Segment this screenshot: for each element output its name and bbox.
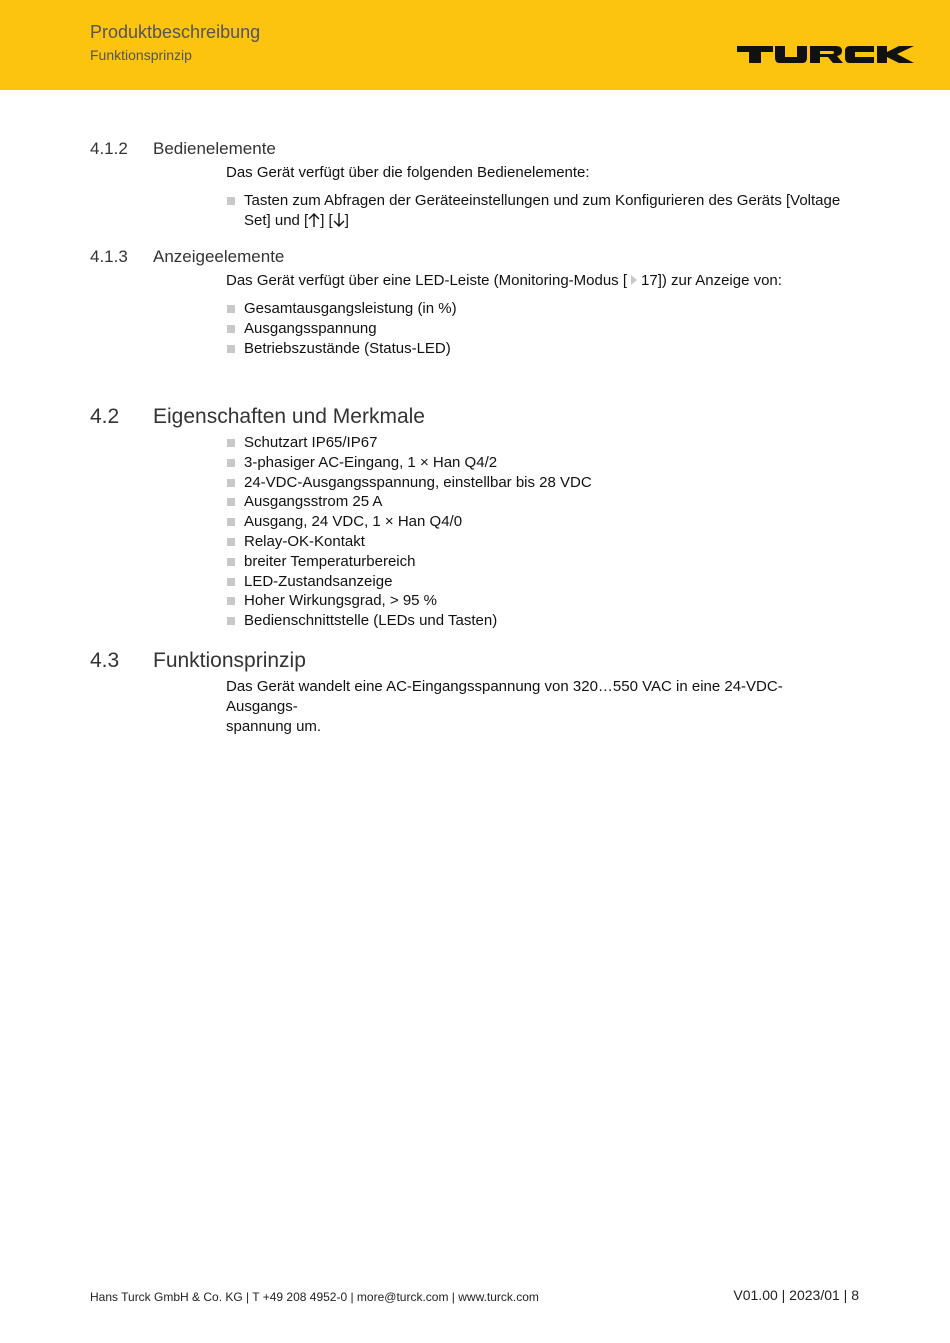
list-item bbox=[226, 611, 851, 631]
list-item bbox=[226, 453, 851, 473]
header-subtitle: Funktionsprinzip bbox=[90, 47, 192, 63]
list-item-text: Bedienschnittstelle (LEDs und Tasten) bbox=[244, 612, 498, 630]
section-intro bbox=[226, 271, 851, 291]
section-title: Eigenschaften und Merkmale bbox=[153, 405, 425, 428]
list-item-text-end: ] bbox=[344, 212, 349, 229]
list-item bbox=[226, 572, 851, 592]
list-item bbox=[226, 433, 851, 453]
bullet-icon bbox=[227, 498, 235, 506]
list-item-text: Ausgang, 24 VDC, 1 × Han Q4/0 bbox=[244, 513, 463, 531]
footer-version-page: V01.00 | 2023/01 | 8 bbox=[733, 1287, 859, 1303]
footer-contact: Hans Turck GmbH & Co. KG | T +49 208 4952-0 | more@turck.com | www.turck.com bbox=[90, 1290, 539, 1304]
section-title: Anzeigeelemente bbox=[153, 247, 285, 266]
section-number: 4.2 bbox=[90, 405, 120, 428]
bullet-icon bbox=[227, 558, 235, 566]
list-item-text-cont: Set] und [ bbox=[244, 212, 309, 229]
bullet-icon bbox=[227, 538, 235, 546]
section-title: Bedienelemente bbox=[153, 139, 276, 158]
bullet-icon bbox=[227, 578, 235, 586]
bullet-icon bbox=[227, 197, 235, 205]
list-item bbox=[226, 532, 851, 552]
list-item-text: Ausgangsspannung bbox=[244, 319, 377, 337]
section-number: 4.1.2 bbox=[90, 139, 128, 158]
list-item bbox=[226, 191, 851, 231]
list-item-text: Betriebszustände (Status-LED) bbox=[244, 339, 451, 357]
bullet-icon bbox=[227, 617, 235, 625]
list-item-text: Gesamtausgangsleistung (in %) bbox=[244, 300, 457, 317]
page-reference-link[interactable]: 17]) bbox=[641, 272, 667, 289]
list-item bbox=[226, 512, 851, 532]
body-line-2: spannung um. bbox=[226, 718, 322, 735]
header-title: Produktbeschreibung bbox=[90, 22, 261, 42]
list-item-text: 3-phasiger AC-Eingang, 1 × Han Q4/2 bbox=[244, 453, 498, 471]
list-item-text: 24-VDC-Ausgangsspannung, einstellbar bis 28 VDC bbox=[244, 473, 592, 491]
turck-logo bbox=[737, 43, 914, 65]
section-number: 4.3 bbox=[90, 649, 120, 672]
bullet-icon bbox=[227, 597, 235, 605]
arrow-up-icon bbox=[308, 212, 320, 228]
bullet-icon bbox=[227, 479, 235, 487]
intro-text-end: zur Anzeige von: bbox=[666, 272, 782, 289]
bullet-list-merkmale bbox=[226, 433, 851, 631]
list-item bbox=[226, 319, 851, 339]
section-body bbox=[226, 677, 851, 737]
list-item-text-mid: ] [ bbox=[320, 212, 333, 229]
bullet-icon bbox=[227, 459, 235, 467]
list-item bbox=[226, 339, 851, 359]
list-item-text: breiter Temperaturbereich bbox=[244, 552, 416, 570]
page-header bbox=[0, 0, 950, 90]
bullet-icon bbox=[227, 325, 235, 333]
page-reference-arrow-icon bbox=[629, 274, 639, 286]
list-item-text: LED-Zustandsanzeige bbox=[244, 572, 393, 590]
list-item-text: Tasten zum Abfragen der Geräteeinstellungen und zum Konfigurieren des Geräts [Voltage bbox=[244, 192, 841, 209]
intro-text: Das Gerät verfügt über eine LED-Leiste (Monitoring-Modus [ bbox=[226, 272, 628, 289]
list-item bbox=[226, 299, 851, 319]
list-item-text: Schutzart IP65/IP67 bbox=[244, 434, 378, 451]
section-number: 4.1.3 bbox=[90, 247, 128, 266]
bullet-icon bbox=[227, 518, 235, 526]
bullet-icon bbox=[227, 439, 235, 447]
list-item-text: Hoher Wirkungsgrad, > 95 % bbox=[244, 592, 438, 610]
arrow-down-icon bbox=[333, 212, 345, 228]
bullet-list-bedienelemente bbox=[226, 191, 851, 231]
section-title: Funktionsprinzip bbox=[153, 649, 306, 672]
bullet-icon bbox=[227, 345, 235, 353]
list-item bbox=[226, 492, 851, 512]
list-item bbox=[226, 552, 851, 572]
body-line-1: Das Gerät wandelt eine AC-Eingangsspannung von 320…550 VAC in eine 24-VDC-Ausgangs- bbox=[226, 678, 783, 715]
list-item bbox=[226, 591, 851, 611]
list-item-text: Relay-OK-Kontakt bbox=[244, 532, 365, 550]
list-item bbox=[226, 473, 851, 493]
bullet-icon bbox=[227, 305, 235, 313]
bullet-list-anzeigeelemente bbox=[226, 299, 851, 358]
list-item-text: Ausgangsstrom 25 A bbox=[244, 493, 383, 511]
section-intro: Das Gerät verfügt über die folgenden Bedienelemente: bbox=[226, 164, 590, 181]
